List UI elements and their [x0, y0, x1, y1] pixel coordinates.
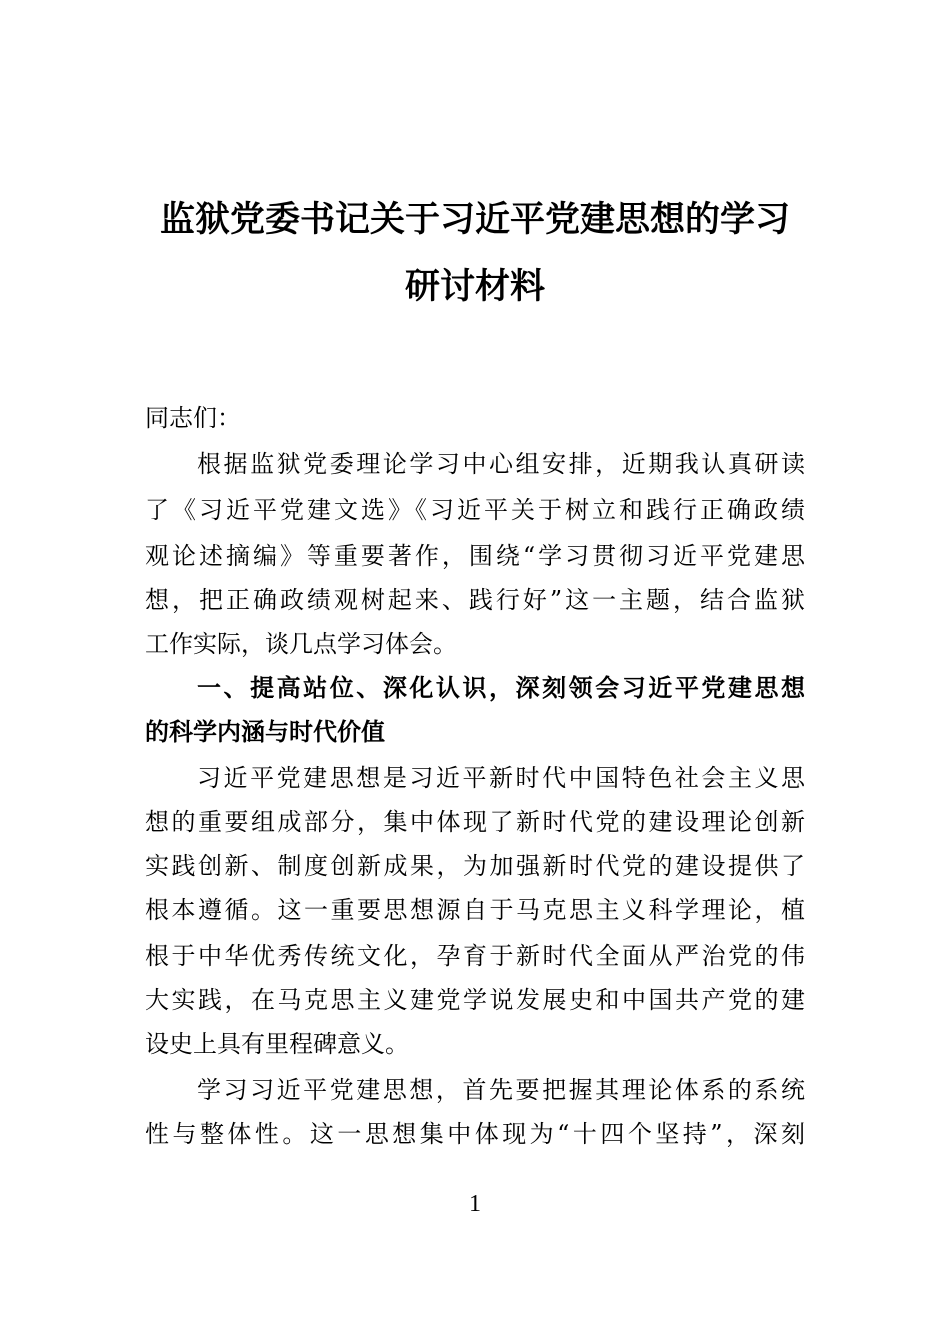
paragraph-1-line-4: 想，把正确政绩观树起来、践行好”这一主题，结合监狱 — [145, 586, 805, 614]
document-title-line-1: 监狱党委书记关于习近平党建思想的学习 — [159, 199, 790, 240]
paragraph-2-line-1: 习近平党建思想是习近平新时代中国特色社会主义思 — [197, 764, 805, 792]
paragraph-2-line-6: 大实践，在马克思主义建党学说发展史和中国共产党的建 — [145, 986, 805, 1014]
paragraph-2-line-4: 根本遵循。这一重要思想源自于马克思主义科学理论，植 — [145, 896, 805, 924]
paragraph-1-line-3: 观论述摘编》等重要著作，围绕“学习贯彻习近平党建思 — [145, 542, 805, 570]
paragraph-2-line-5: 根于中华优秀传统文化，孕育于新时代全面从严治党的伟 — [145, 942, 805, 970]
salutation: 同志们： — [145, 404, 241, 432]
page-number: 1 — [469, 1191, 481, 1217]
paragraph-2-line-2: 想的重要组成部分，集中体现了新时代党的建设理论创新 — [145, 808, 805, 836]
document-title-line-2: 研讨材料 — [404, 266, 545, 307]
paragraph-3-line-1: 学习习近平党建思想，首先要把握其理论体系的系统 — [197, 1076, 805, 1104]
section-heading-1-line-2: 的科学内涵与时代价值 — [145, 718, 385, 746]
paragraph-2-line-7: 设史上具有里程碑意义。 — [145, 1030, 409, 1058]
paragraph-2-line-3: 实践创新、制度创新成果，为加强新时代党的建设提供了 — [145, 852, 805, 880]
paragraph-3-line-2: 性与整体性。这一思想集中体现为“十四个坚持”，深刻 — [145, 1120, 805, 1148]
paragraph-1-line-2: 了《习近平党建文选》《习近平关于树立和践行正确政绩 — [145, 496, 805, 524]
paragraph-1-line-1: 根据监狱党委理论学习中心组安排，近期我认真研读 — [197, 450, 805, 478]
paragraph-1-line-5: 工作实际，谈几点学习体会。 — [145, 630, 457, 658]
section-heading-1-line-1: 一、提高站位、深化认识，深刻领会习近平党建思想 — [197, 674, 805, 702]
